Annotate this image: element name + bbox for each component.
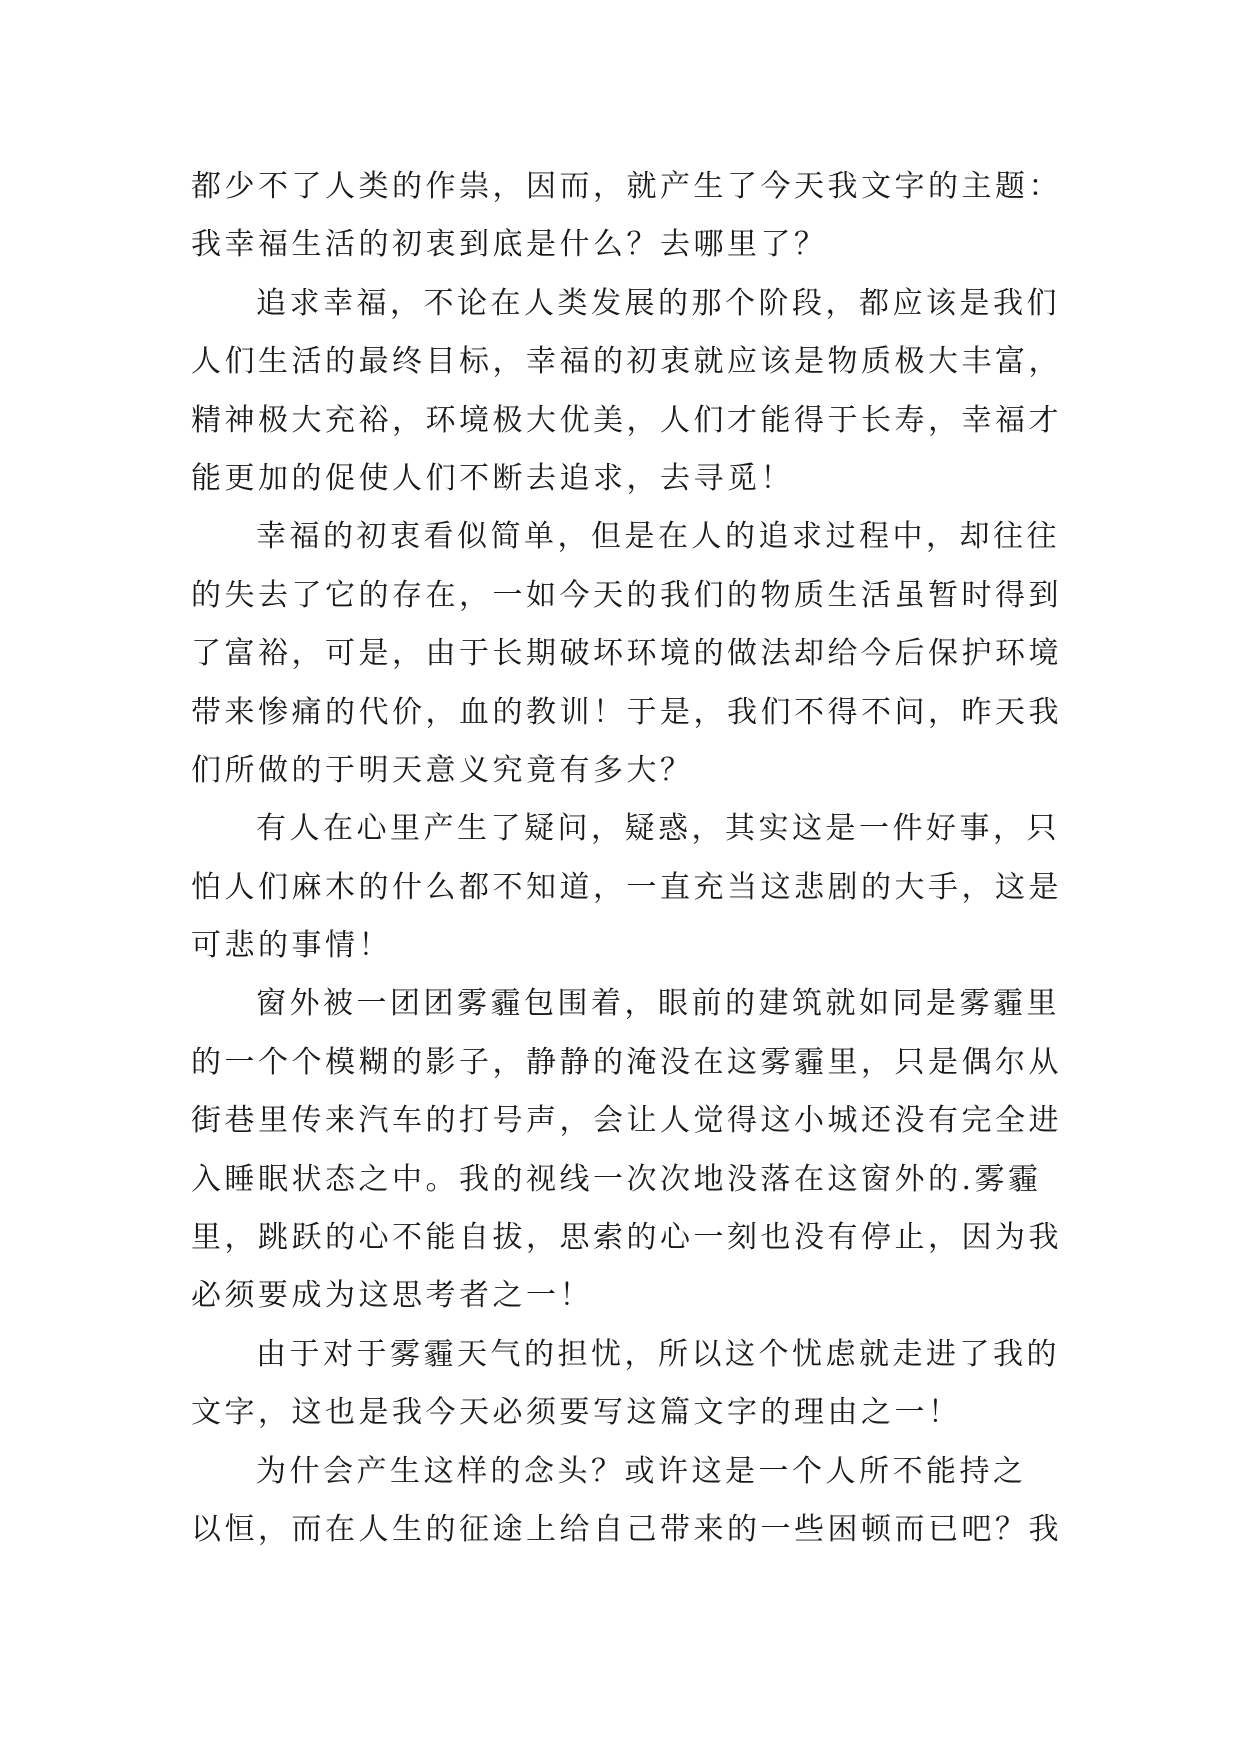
text-line: 必须要成为这思考者之一！ — [191, 1278, 593, 1314]
text-line: 的失去了它的存在，一如今天的我们的物质生活虽暂时得到 — [191, 577, 1062, 613]
text-line: 能更加的促使人们不断去追求，去寻觅！ — [191, 460, 794, 496]
text-line: 的一个个模糊的影子，静静的淹没在这雾霾里，只是偶尔从 — [191, 1044, 1062, 1080]
text-line: 为什会产生这样的念头？或许这是一个人所不能持之 — [256, 1453, 1027, 1489]
text-line: 带来惨痛的代价，血的教训！于是，我们不得不问，昨天我 — [191, 694, 1062, 730]
text-line: 街巷里传来汽车的打号声，会让人觉得这小城还没有完全进 — [191, 1103, 1062, 1139]
text-line: 追求幸福，不论在人类发展的那个阶段，都应该是我们 — [256, 285, 1060, 321]
text-line: 们所做的于明天意义究竟有多大？ — [191, 752, 694, 788]
text-line: 入睡眠状态之中。我的视线一次次地没落在这窗外的.雾霾 — [191, 1161, 1042, 1197]
text-line: 可悲的事情！ — [191, 928, 392, 964]
text-line: 都少不了人类的作祟，因而，就产生了今天我文字的主题： — [191, 169, 1062, 204]
text-line: 以恒，而在人生的征途上给自己带来的一些困顿而已吧？我 — [191, 1511, 1062, 1547]
document-body — [191, 158, 1061, 1559]
text-line: 窗外被一团团雾霾包围着，眼前的建筑就如同是雾霾里 — [256, 986, 1060, 1022]
text-line: 人们生活的最终目标，幸福的初衷就应该是物质极大丰富， — [191, 344, 1062, 380]
text-line: 幸福的初衷看似简单，但是在人的追求过程中，却往往 — [256, 519, 1060, 555]
text-line: 我幸福生活的初衷到底是什么？去哪里了？ — [191, 227, 828, 263]
text-line: 里，跳跃的心不能自拔，思索的心一刻也没有停止，因为我 — [191, 1220, 1062, 1256]
text-line: 由于对于雾霾天气的担忧，所以这个忧虑就走进了我的 — [256, 1336, 1060, 1372]
text-line: 了富裕，可是，由于长期破坏环境的做法却给今后保护环境 — [191, 636, 1062, 672]
text-line: 有人在心里产生了疑问，疑惑，其实这是一件好事，只 — [256, 811, 1060, 847]
text-line: 怕人们麻木的什么都不知道，一直充当这悲剧的大手，这是 — [191, 869, 1062, 905]
text-line: 精神极大充裕，环境极大优美，人们才能得于长寿，幸福才 — [191, 402, 1062, 438]
text-line: 文字，这也是我今天必须要写这篇文字的理由之一！ — [191, 1395, 962, 1431]
